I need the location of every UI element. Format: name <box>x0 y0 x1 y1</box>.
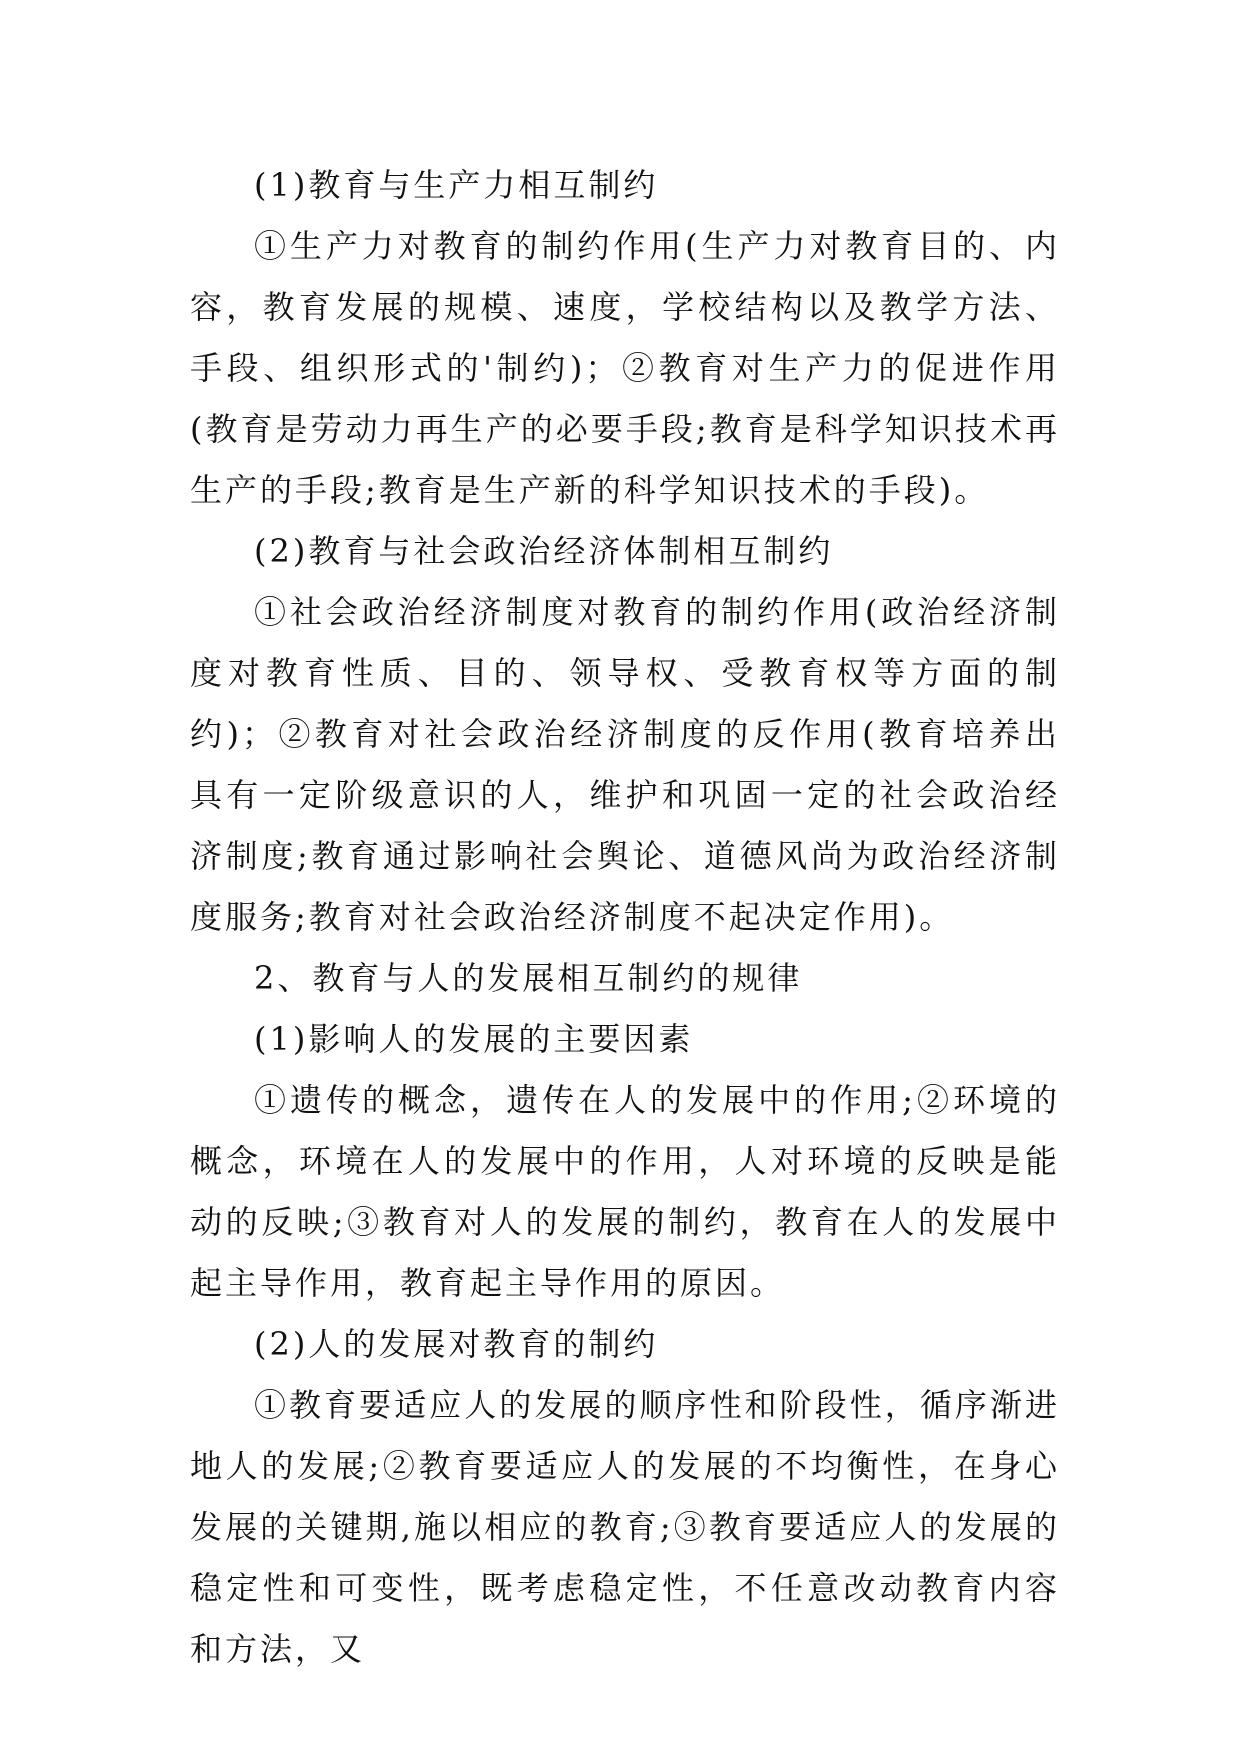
paragraph-influencing-factors: ①遗传的概念，遗传在人的发展中的作用;②环境的概念，环境在人的发展中的作用，人对环境的反映是能动的反映;③教育对人的发展的制约，教育在人的发展中起主导作用，教育起主导作用的原因。 <box>190 1081 1060 1302</box>
document-body <box>190 155 1060 1680</box>
heading-influencing-factors: (1)影响人的发展的主要因素 <box>254 1020 694 1058</box>
heading-development-constraints: (2)人的发展对教育的制约 <box>254 1325 659 1363</box>
paragraph-political-economic: ①社会政治经济制度对教育的制约作用(政治经济制度对教育性质、目的、领导权、受教育权等方面的制约)；②教育对社会政治经济制度的反作用(教育培养出具有一定阶级意识的人，维护和巩固一定的社会政治经济制度;教育通过影响社会舆论、道德风尚为政治经济制度服务;教育对社会政治经济制度不起决定作用)。 <box>190 593 1060 936</box>
paragraph-productivity: ①生产力对教育的制约作用(生产力对教育目的、内容，教育发展的规模、速度，学校结构以及教学方法、手段、组织形式的'制约)；②教育对生产力的促进作用(教育是劳动力再生产的必要手段;教育是科学知识技术再生产的手段;教育是生产新的科学知识技术的手段)。 <box>190 227 1060 509</box>
paragraph-development-constraints: ①教育要适应人的发展的顺序性和阶段性，循序渐进地人的发展;②教育要适应人的发展的不均衡性，在身心发展的关键期,施以相应的教育;③教育要适应人的发展的稳定性和可变性，既考虑稳定性，不任意改动教育内容和方法，又 <box>190 1386 1060 1668</box>
heading-productivity: (1)教育与生产力相互制约 <box>254 166 659 204</box>
section-heading-human-development: 2、教育与人的发展相互制约的规律 <box>254 959 803 997</box>
heading-political-economic: (2)教育与社会政治经济体制相互制约 <box>254 532 834 570</box>
